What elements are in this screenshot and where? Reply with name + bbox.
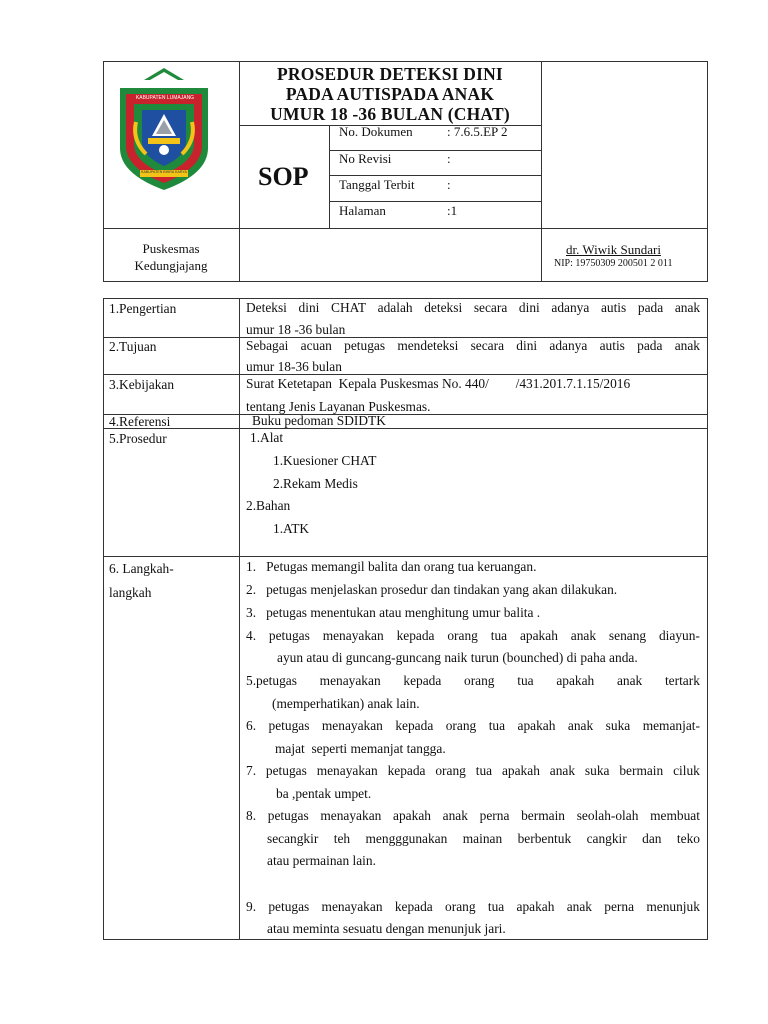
tujuan-text: umur 18-36 bulan [246, 359, 342, 374]
prosedur-bahan-item: 1.ATK [273, 521, 310, 536]
step-line: secangkir teh mengggunakan mainan berbentuk cangkir dan teko [267, 831, 700, 846]
step-line: 2. petugas menjelaskan prosedur dan tindakan yang akan dilakukan. [246, 582, 618, 597]
step-line: atau meminta sesuatu dengan menunjuk jari. [267, 921, 506, 936]
meta-value-tanggal-terbit: : [447, 177, 451, 192]
kebijakan-text: tentang Jenis Layanan Puskesmas. [246, 399, 431, 414]
table-divider [103, 428, 708, 429]
document-title [241, 64, 539, 124]
kebijakan-text: Surat Ketetapan Kepala Puskesmas No. 440/ /431.201.7.1.15/2016 [246, 376, 631, 391]
prosedur-alat-item: 1.Kuesioner CHAT [273, 453, 377, 468]
step-line: 5.petugas menayakan kepada orang tua apakah anak tertark [246, 673, 700, 688]
prosedur-alat: 1.Alat [250, 430, 284, 445]
title-line: PADA AUTISPADA ANAK [285, 84, 495, 104]
meta-label-tanggal-terbit: Tanggal Terbit [339, 177, 415, 192]
header-divider [239, 61, 240, 282]
org-line: Kedungjajang [134, 258, 208, 273]
step-line: atau permainan lain. [267, 853, 376, 868]
meta-value-halaman: :1 [447, 203, 458, 218]
meta-label-halaman: Halaman [339, 203, 386, 218]
label-prosedur: 5.Prosedur [109, 431, 167, 446]
label-pengertian: 1.Pengertian [109, 301, 177, 316]
step-line: 9. petugas menayakan kepada orang tua apakah anak perna menunjuk [246, 899, 700, 914]
step-line: (memperhatikan) anak lain. [272, 696, 420, 711]
logo [112, 66, 216, 194]
logo-bottom-text: KABUPATEN BHIRA KARYA [141, 170, 187, 174]
org-line: Puskesmas [142, 241, 200, 256]
step-line: majat seperti memanjat tangga. [275, 741, 446, 756]
label-referensi: 4.Referensi [109, 414, 171, 429]
meta-value-no-revisi: : [447, 151, 451, 166]
header-divider [329, 175, 541, 176]
table-divider [103, 374, 708, 375]
table-divider [239, 298, 240, 940]
table-divider [103, 556, 708, 557]
label-kebijakan: 3.Kebijakan [109, 377, 175, 392]
kabupaten-lumajang-emblem-icon [112, 66, 216, 194]
sop-label: SOP [258, 162, 309, 191]
step-line: 3. petugas menentukan atau menghitung umur balita . [246, 605, 541, 620]
meta-value-no-dokumen: : 7.6.5.EP 2 [447, 124, 508, 139]
header-divider [329, 125, 330, 228]
signatory-nip: NIP: 19750309 200501 2 011 [554, 258, 673, 269]
meta-label-no-revisi: No Revisi [339, 151, 392, 166]
title-line: PROSEDUR DETEKSI DINI [277, 64, 503, 84]
header-divider [329, 201, 541, 202]
header-divider [541, 61, 542, 282]
signatory-name: dr. Wiwik Sundari [566, 242, 661, 257]
step-line: 8. petugas menayakan apakah anak perna bermain seolah-olah membuat [246, 808, 700, 823]
prosedur-alat-item: 2.Rekam Medis [273, 476, 358, 491]
label-langkah [109, 557, 174, 605]
org-name [104, 240, 238, 274]
referensi-text: Buku pedoman SDIDTK [252, 413, 386, 428]
label-line: langkah [109, 585, 152, 600]
pengertian-text: Deteksi dini CHAT adalah deteksi secara dini adanya autis pada anak [246, 300, 701, 315]
step-line: ba ,pentak umpet. [276, 786, 372, 801]
step-line: 7. petugas menayakan kepada orang tua apakah anak suka bermain ciluk [246, 763, 700, 778]
step-line: 4. petugas menayakan kepada orang tua apakah anak senang diayun- [246, 628, 700, 643]
label-tujuan: 2.Tujuan [109, 339, 157, 354]
header-divider [103, 228, 708, 229]
logo-top-text: KABUPATEN LUMAJANG [135, 95, 195, 101]
meta-label-no-dokumen: No. Dokumen [339, 124, 413, 139]
tujuan-text: Sebagai acuan petugas mendeteksi secara dini adanya autis pada anak [246, 338, 700, 353]
step-line: 6. petugas menayakan kepada orang tua apakah anak suka memanjat- [246, 718, 700, 733]
step-line: ayun atau di guncang-guncang naik turun (bounched) di paha anda. [277, 650, 638, 665]
pengertian-text: umur 18 -36 bulan [246, 322, 346, 337]
step-line: 1. Petugas memangil balita dan orang tua keruangan. [246, 559, 537, 574]
prosedur-bahan: 2.Bahan [246, 498, 291, 513]
title-line: UMUR 18 -36 BULAN (CHAT) [270, 104, 510, 124]
label-line: 6. Langkah- [109, 561, 174, 576]
